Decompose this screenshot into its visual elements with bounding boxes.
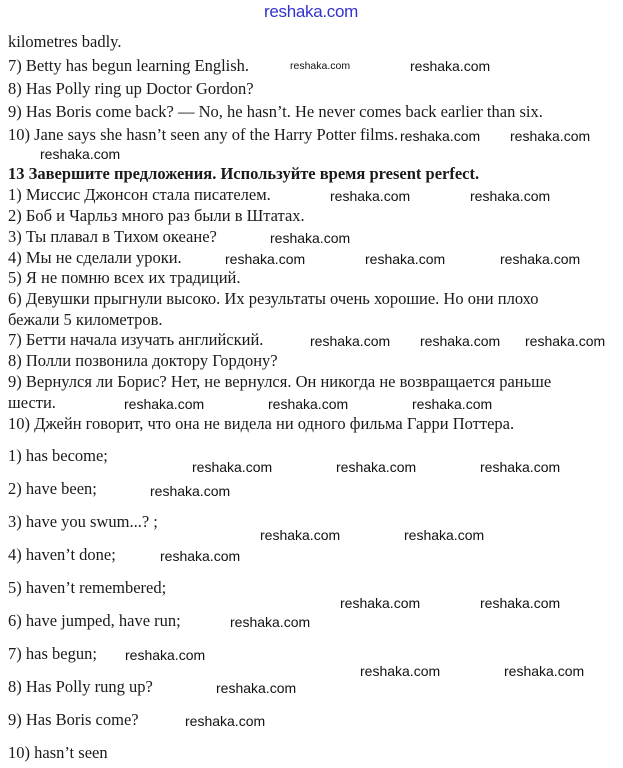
watermark: reshaka.com (480, 459, 561, 475)
watermark: reshaka.com (225, 251, 306, 267)
watermark: reshaka.com (216, 680, 297, 696)
watermark: reshaka.com (470, 188, 551, 204)
exercise-line: бежали 5 километров. (8, 310, 163, 329)
watermark: reshaka.com (340, 595, 421, 611)
watermark: reshaka.com (360, 663, 441, 679)
text-line: 9) Has Boris come back? — No, he hasn’t. He never comes back earlier than six. (8, 102, 543, 121)
answer-line: 4) haven’t done; (8, 545, 116, 564)
exercise-line: 3) Ты плавал в Тихом океане? (8, 227, 217, 246)
watermark: reshaka.com (192, 459, 273, 475)
watermark: reshaka.com (525, 333, 606, 349)
watermark: reshaka.com (310, 333, 391, 349)
watermark: reshaka.com (404, 527, 485, 543)
watermark: reshaka.com (290, 60, 351, 72)
watermark: reshaka.com (160, 548, 241, 564)
watermark: reshaka.com (500, 251, 581, 267)
watermark: reshaka.com (150, 483, 231, 499)
exercise-line: 7) Бетти начала изучать английский. (8, 330, 264, 349)
watermark: reshaka.com (270, 230, 351, 246)
answer-line: 6) have jumped, have run; (8, 611, 181, 630)
watermark: reshaka.com (125, 647, 206, 663)
text-line: 8) Has Polly ring up Doctor Gordon? (8, 79, 254, 98)
exercise-line: 9) Вернулся ли Борис? Нет, не вернулся. Он никогда не возвращается раньше (8, 372, 552, 391)
exercise-line: шести. (8, 393, 56, 412)
watermark: reshaka.com (410, 58, 491, 74)
answer-line: 8) Has Polly rung up? (8, 677, 153, 696)
watermark: reshaka.com (330, 188, 411, 204)
answer-line: 5) haven’t remembered; (8, 578, 167, 597)
text-line: 7) Betty has begun learning English. (8, 56, 250, 75)
watermark: reshaka.com (400, 128, 481, 144)
site-watermark-header[interactable]: reshaka.com (264, 2, 359, 21)
answer-line: 10) hasn’t seen (8, 743, 108, 762)
watermark: reshaka.com (365, 251, 446, 267)
answer-line: 2) have been; (8, 479, 97, 498)
watermark: reshaka.com (510, 128, 591, 144)
watermark: reshaka.com (268, 396, 349, 412)
answer-line: 9) Has Boris come? (8, 710, 139, 729)
watermark: reshaka.com (260, 527, 341, 543)
watermark: reshaka.com (40, 146, 121, 162)
watermark: reshaka.com (420, 333, 501, 349)
exercise-line: 4) Мы не сделали уроки. (8, 248, 182, 267)
exercise-title: 13 Завершите предложения. Используйте время present perfect. (8, 164, 480, 183)
watermark: reshaka.com (230, 614, 311, 630)
watermark: reshaka.com (412, 396, 493, 412)
answer-line: 1) has become; (8, 446, 108, 465)
watermark: reshaka.com (336, 459, 417, 475)
answer-line: 7) has begun; (8, 644, 97, 663)
exercise-line: 8) Полли позвонила доктору Гордону? (8, 351, 278, 370)
watermark: reshaka.com (185, 713, 266, 729)
exercise-line: 10) Джейн говорит, что она не видела ни одного фильма Гарри Поттера. (8, 414, 515, 433)
exercise-line: 2) Боб и Чарльз много раз были в Штатах. (8, 206, 305, 225)
watermark: reshaka.com (480, 595, 561, 611)
text-line: kilometres badly. (8, 32, 122, 51)
answer-line: 3) have you swum...? ; (8, 512, 158, 531)
watermark: reshaka.com (504, 663, 585, 679)
exercise-line: 6) Девушки прыгнули высоко. Их результаты очень хорошие. Но они плохо (8, 289, 539, 308)
exercise-line: 5) Я не помню всех их традиций. (8, 268, 241, 287)
watermark: reshaka.com (124, 396, 205, 412)
text-line: 10) Jane says she hasn’t seen any of the Harry Potter films. (8, 125, 399, 144)
exercise-line: 1) Миссис Джонсон стала писателем. (8, 185, 271, 204)
